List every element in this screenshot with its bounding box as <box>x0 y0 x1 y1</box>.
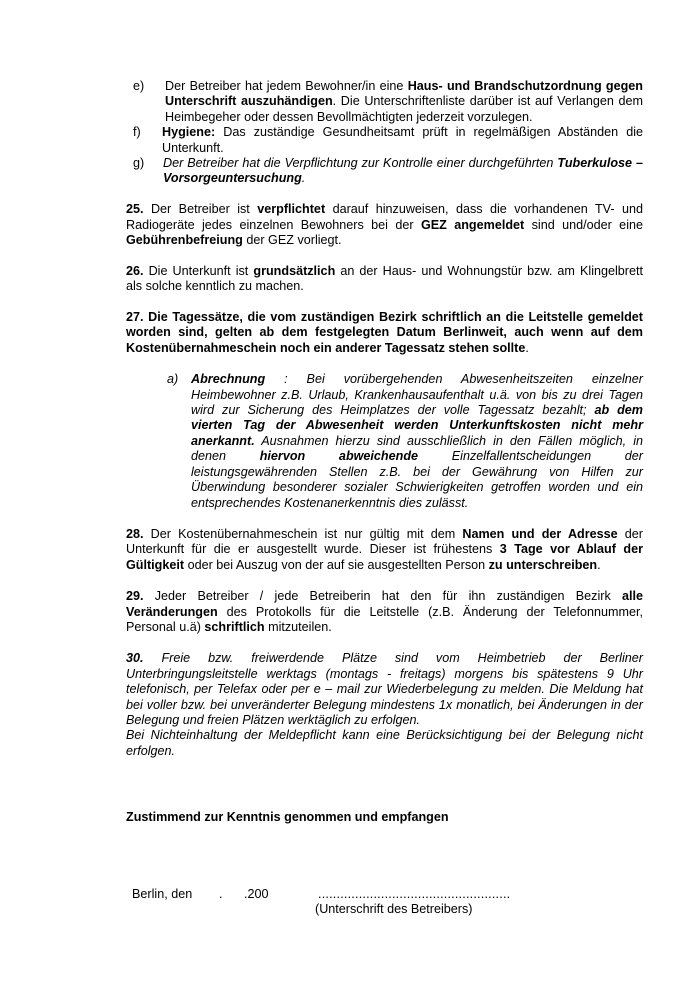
paragraph-26: 26. Die Unterkunft ist grundsätzlich an der Haus- und Wohnungstür bzw. am Klingelbrett als solche kenntlich zu machen. <box>126 263 644 294</box>
place-date-label: Berlin, den <box>132 887 193 901</box>
paragraph-28: 28. Der Kostenübernahmeschein ist nur gültig mit dem Namen und der Adresse der Unterkunft für die er ausgestellt wurde. Dieser ist frühestens 3 Tage vor Ablauf der Gültigkeit oder bei Auszug von der auf sie ausgestellten Person zu unterschreiben. <box>126 526 643 572</box>
signature-line: .................................................... <box>318 887 511 901</box>
list-label: g) <box>133 156 145 171</box>
list-text: Hygiene: Das zuständige Gesundheitsamt prüft in regelmäßigen Abständen die Unterkunft. <box>162 125 643 155</box>
date-day-month-separator: . <box>219 887 223 901</box>
list-text: Der Betreiber hat jedem Bewohner/in eine Haus- und Brandschutzordnung gegen Unterschrift auszuhändigen. Die Unterschriftenliste darüber ist auf Verlangen dem Heimbegeher oder dessen Bevollmächtigten jederzeit vorzulegen. <box>165 79 643 124</box>
list-item-g <box>126 156 643 187</box>
list-item-f <box>126 125 643 156</box>
list-text: Der Betreiber hat die Verpflichtung zur Kontrolle einer durchgeführten Tuberkulose – Vorsorgeuntersuchung. <box>163 156 643 186</box>
paragraph-30: 30. Freie bzw. freiwerdende Plätze sind vom Heimbetrieb der Berliner Unterbringungsleitstelle werktags (montags - freitags) morgens bis spätestens 9 Uhr telefonisch, per Telefax oder per e – mail zur Wiederbelegung zu melden. Die Meldung hat bei voller bzw. bei unveränderter Belegung mindestens 1x monatlich, bei Änderungen in der Belegung und freien Plätzen werktäglich zu erfolgen. Bei Nichteinhaltung der Meldepflicht kann eine Berücksichtigung bei der Belegung nicht erfolgen. <box>126 651 643 758</box>
paragraph-29: 29. Jeder Betreiber / jede Betreiberin hat den für ihn zuständigen Bezirk alle Veränderungen des Protokolls für die Leitstelle (z.B. Änderung der Telefonnummer, Personal u.ä) schriftlich mitzuteilen. <box>126 589 643 634</box>
list-label: e) <box>133 79 145 93</box>
date-year: .200 <box>244 887 269 901</box>
paragraph-27a <box>167 372 643 511</box>
list-label: f) <box>133 125 141 140</box>
document-body <box>126 79 643 759</box>
paragraph-25: 25. Der Betreiber ist verpflichtet darauf hinzuweisen, dass die vorhandenen TV- und Radiogeräte jedes einzelnen Bewohners bei der GEZ angemeldet sind und/oder eine Gebührenbefreiung der GEZ vorliegt. <box>126 202 644 248</box>
signature-caption: (Unterschrift des Betreibers) <box>315 902 473 916</box>
list-text: Abrechnung : Bei vorübergehenden Abwesenheitszeiten einzelner Heimbewohner z.B. Urlaub, Krankenhausaufenthalt u.ä. von bis zu drei Tagen wird zur Sicherung des Heimplatzes der volle Tagessatz bezahlt; ab dem vierten Tag der Abwesenheit werden Unterkunftskosten nicht mehr anerkannt. Ausnahmen hierzu sind ausschließlich in den Fällen möglich, in denen hiervon abweichende Einzelfallentscheidungen der leistungsgewährenden Stellen z.B. bei der Gewährung von Hilfen zur Überwindung besonderer sozialer Schwierigkeiten getroffen worden und ein entsprechendes Kostenanerkenntnis dies zulässt. <box>191 372 643 510</box>
list-item-e <box>126 79 643 125</box>
paragraph-27: 27. Die Tagessätze, die vom zuständigen Bezirk schriftlich an die Leitstelle gemeldet worden sind, gelten ab dem festgelegten Datum Berlinweit, auch wenn auf dem Kostenübernahmeschein noch ein anderer Tagessatz stehen sollte. <box>126 310 643 355</box>
acknowledgement-title: Zustimmend zur Kenntnis genommen und empfangen <box>126 810 449 824</box>
list-label: a) <box>167 372 179 387</box>
